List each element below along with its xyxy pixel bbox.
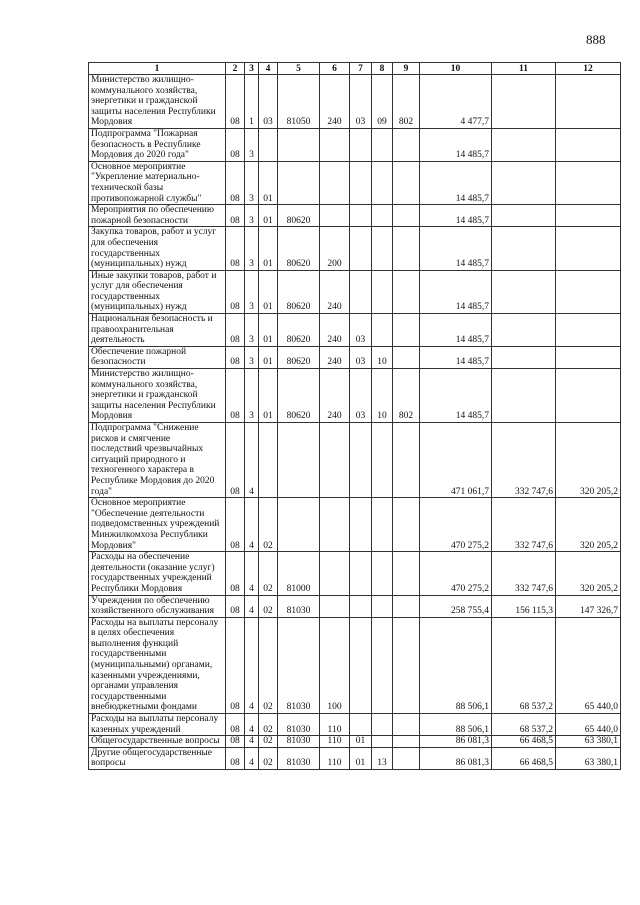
code-cell: 4: [245, 423, 259, 498]
code-cell: 08: [226, 736, 245, 748]
code-cell: [393, 714, 420, 736]
amount-cell: [492, 161, 556, 204]
code-cell: [393, 161, 420, 204]
budget-item-name: Другие общегосударственные вопросы: [89, 747, 226, 769]
code-cell: [278, 423, 320, 498]
table-row: [89, 346, 621, 368]
amount-cell: 88 506,1: [420, 714, 492, 736]
code-cell: [278, 161, 320, 204]
code-cell: 110: [320, 714, 350, 736]
budget-item-name: Национальная безопасность и правоохранительная деятельность: [89, 314, 226, 347]
code-cell: [320, 128, 350, 161]
code-cell: 3: [245, 227, 259, 270]
amount-cell: 88 506,1: [420, 617, 492, 713]
code-cell: 01: [259, 270, 278, 313]
code-cell: [393, 270, 420, 313]
budget-table: [88, 62, 621, 770]
code-cell: 4: [245, 552, 259, 595]
code-cell: [350, 423, 372, 498]
code-cell: 08: [226, 227, 245, 270]
budget-item-name: Закупка товаров, работ и услуг для обеспечения государственных (муниципальных) нужд: [89, 227, 226, 270]
amount-cell: 14 485,7: [420, 128, 492, 161]
amount-cell: [556, 369, 621, 423]
amount-cell: 470 275,2: [420, 498, 492, 552]
amount-cell: 14 485,7: [420, 161, 492, 204]
amount-cell: [492, 314, 556, 347]
code-cell: 100: [320, 617, 350, 713]
budget-item-name: Подпрограмма "Снижение рисков и смягчение последствий чрезвычайных ситуаций природного и техногенного характера в Республике Мордовия до 2020 года": [89, 423, 226, 498]
code-cell: 3: [245, 161, 259, 204]
amount-cell: 470 275,2: [420, 552, 492, 595]
code-cell: 08: [226, 128, 245, 161]
code-cell: 81030: [278, 736, 320, 748]
amount-cell: 332 747,6: [492, 552, 556, 595]
table-row: [89, 617, 621, 713]
column-header: 9: [393, 63, 420, 75]
amount-cell: 65 440,0: [556, 714, 621, 736]
code-cell: [393, 128, 420, 161]
code-cell: 80620: [278, 270, 320, 313]
code-cell: 80620: [278, 227, 320, 270]
table-row: [89, 747, 621, 769]
amount-cell: 14 485,7: [420, 270, 492, 313]
code-cell: [372, 736, 393, 748]
page-number: 888: [586, 32, 606, 47]
code-cell: 81030: [278, 714, 320, 736]
code-cell: 08: [226, 161, 245, 204]
code-cell: [372, 617, 393, 713]
code-cell: 01: [259, 346, 278, 368]
amount-cell: [556, 75, 621, 129]
code-cell: 03: [259, 75, 278, 129]
code-cell: 08: [226, 314, 245, 347]
code-cell: [350, 617, 372, 713]
code-cell: 80620: [278, 346, 320, 368]
table-row: [89, 423, 621, 498]
budget-item-name: Министерство жилищно-коммунального хозяйства, энергетики и гражданской защиты населения Республики Мордовия: [89, 75, 226, 129]
code-cell: [350, 227, 372, 270]
code-cell: [372, 595, 393, 617]
budget-item-name: Расходы на обеспечение деятельности (оказание услуг) государственных учреждений Республики Мордовия: [89, 552, 226, 595]
code-cell: [350, 498, 372, 552]
column-header: 4: [259, 63, 278, 75]
code-cell: [393, 552, 420, 595]
amount-cell: [556, 270, 621, 313]
code-cell: [350, 270, 372, 313]
code-cell: [350, 595, 372, 617]
amount-cell: 332 747,6: [492, 498, 556, 552]
code-cell: 3: [245, 346, 259, 368]
code-cell: 3: [245, 128, 259, 161]
budget-item-name: Подпрограмма "Пожарная безопасность в Республике Мордовия до 2020 года": [89, 128, 226, 161]
amount-cell: 14 485,7: [420, 227, 492, 270]
table-row: [89, 128, 621, 161]
amount-cell: 258 755,4: [420, 595, 492, 617]
code-cell: [372, 314, 393, 347]
code-cell: [393, 498, 420, 552]
amount-cell: 63 380,1: [556, 747, 621, 769]
amount-cell: [492, 227, 556, 270]
code-cell: 240: [320, 314, 350, 347]
amount-cell: [556, 128, 621, 161]
code-cell: 110: [320, 747, 350, 769]
table-header: [89, 63, 621, 75]
table-row: [89, 736, 621, 748]
code-cell: 08: [226, 270, 245, 313]
amount-cell: [492, 270, 556, 313]
code-cell: 81000: [278, 552, 320, 595]
code-cell: 4: [245, 617, 259, 713]
code-cell: [350, 714, 372, 736]
code-cell: [393, 747, 420, 769]
amount-cell: [492, 205, 556, 227]
code-cell: [278, 128, 320, 161]
budget-item-name: Учреждения по обеспечению хозяйственного обслуживания: [89, 595, 226, 617]
code-cell: [350, 128, 372, 161]
code-cell: [393, 314, 420, 347]
code-cell: 02: [259, 498, 278, 552]
code-cell: 240: [320, 346, 350, 368]
code-cell: [350, 205, 372, 227]
amount-cell: 320 205,2: [556, 498, 621, 552]
code-cell: 08: [226, 205, 245, 227]
code-cell: 08: [226, 369, 245, 423]
amount-cell: 14 485,7: [420, 205, 492, 227]
amount-cell: [492, 369, 556, 423]
code-cell: [278, 498, 320, 552]
column-header: 12: [556, 63, 621, 75]
amount-cell: 14 485,7: [420, 369, 492, 423]
table-row: [89, 498, 621, 552]
amount-cell: 66 468,5: [492, 736, 556, 748]
code-cell: 08: [226, 595, 245, 617]
column-header: 6: [320, 63, 350, 75]
code-cell: 08: [226, 423, 245, 498]
code-cell: 08: [226, 346, 245, 368]
code-cell: [372, 552, 393, 595]
column-header: 2: [226, 63, 245, 75]
amount-cell: 332 747,6: [492, 423, 556, 498]
code-cell: 08: [226, 552, 245, 595]
code-cell: 3: [245, 205, 259, 227]
code-cell: [372, 227, 393, 270]
table-row: [89, 161, 621, 204]
amount-cell: 14 485,7: [420, 346, 492, 368]
amount-cell: [556, 161, 621, 204]
code-cell: 03: [350, 314, 372, 347]
code-cell: [320, 205, 350, 227]
amount-cell: 471 061,7: [420, 423, 492, 498]
amount-cell: 320 205,2: [556, 423, 621, 498]
table-row: [89, 227, 621, 270]
amount-cell: [556, 314, 621, 347]
code-cell: 240: [320, 270, 350, 313]
budget-item-name: Расходы на выплаты персоналу казенных учреждений: [89, 714, 226, 736]
amount-cell: 65 440,0: [556, 617, 621, 713]
code-cell: 03: [350, 75, 372, 129]
amount-cell: [556, 227, 621, 270]
code-cell: [393, 595, 420, 617]
amount-cell: 4 477,7: [420, 75, 492, 129]
column-header: 5: [278, 63, 320, 75]
code-cell: [320, 161, 350, 204]
code-cell: [320, 552, 350, 595]
code-cell: 08: [226, 75, 245, 129]
amount-cell: 14 485,7: [420, 314, 492, 347]
code-cell: [320, 595, 350, 617]
code-cell: [393, 346, 420, 368]
code-cell: 4: [245, 498, 259, 552]
code-cell: [320, 498, 350, 552]
code-cell: 3: [245, 369, 259, 423]
table-row: [89, 714, 621, 736]
amount-cell: 68 537,2: [492, 617, 556, 713]
code-cell: 4: [245, 736, 259, 748]
code-cell: 01: [259, 161, 278, 204]
code-cell: 81030: [278, 595, 320, 617]
code-cell: [259, 128, 278, 161]
budget-item-name: Расходы на выплаты персоналу в целях обеспечения выполнения функций государственными (муниципальными) органами, казенными учреждениями, органами управления государственными внебюджетными фондами: [89, 617, 226, 713]
code-cell: 01: [259, 205, 278, 227]
code-cell: [372, 128, 393, 161]
code-cell: [372, 498, 393, 552]
code-cell: [393, 736, 420, 748]
code-cell: [320, 423, 350, 498]
amount-cell: 156 115,3: [492, 595, 556, 617]
code-cell: [372, 270, 393, 313]
table-body: [89, 75, 621, 770]
budget-item-name: Мероприятия по обеспечению пожарной безопасности: [89, 205, 226, 227]
code-cell: 09: [372, 75, 393, 129]
code-cell: 01: [259, 227, 278, 270]
column-header: 1: [89, 63, 226, 75]
amount-cell: 86 081,3: [420, 747, 492, 769]
code-cell: 3: [245, 314, 259, 347]
code-cell: [372, 714, 393, 736]
code-cell: [372, 205, 393, 227]
code-cell: [372, 161, 393, 204]
amount-cell: [556, 205, 621, 227]
column-header: 3: [245, 63, 259, 75]
code-cell: 01: [350, 736, 372, 748]
table-row: [89, 205, 621, 227]
code-cell: 1: [245, 75, 259, 129]
table-row: [89, 595, 621, 617]
code-cell: [350, 552, 372, 595]
code-cell: 08: [226, 498, 245, 552]
code-cell: 80620: [278, 205, 320, 227]
amount-cell: [492, 75, 556, 129]
code-cell: 02: [259, 714, 278, 736]
amount-cell: 320 205,2: [556, 552, 621, 595]
code-cell: [393, 617, 420, 713]
code-cell: 03: [350, 346, 372, 368]
budget-item-name: Министерство жилищно-коммунального хозяйства, энергетики и гражданской защиты населения Республики Мордовия: [89, 369, 226, 423]
code-cell: 802: [393, 369, 420, 423]
code-cell: 13: [372, 747, 393, 769]
code-cell: 10: [372, 369, 393, 423]
amount-cell: [556, 346, 621, 368]
code-cell: 02: [259, 617, 278, 713]
budget-item-name: Основное мероприятие "Укрепление материально-технической базы противопожарной службы": [89, 161, 226, 204]
code-cell: [393, 205, 420, 227]
code-cell: 80620: [278, 314, 320, 347]
code-cell: 08: [226, 617, 245, 713]
amount-cell: [492, 346, 556, 368]
code-cell: 03: [350, 369, 372, 423]
amount-cell: 63 380,1: [556, 736, 621, 748]
code-cell: 240: [320, 75, 350, 129]
code-cell: 01: [259, 369, 278, 423]
amount-cell: 86 081,3: [420, 736, 492, 748]
code-cell: 81030: [278, 617, 320, 713]
code-cell: [372, 423, 393, 498]
code-cell: 4: [245, 714, 259, 736]
code-cell: 81030: [278, 747, 320, 769]
code-cell: 10: [372, 346, 393, 368]
code-cell: 01: [259, 314, 278, 347]
budget-item-name: Общегосударственные вопросы: [89, 736, 226, 748]
code-cell: 02: [259, 736, 278, 748]
table-row: [89, 270, 621, 313]
code-cell: 110: [320, 736, 350, 748]
code-cell: 02: [259, 747, 278, 769]
table-row: [89, 314, 621, 347]
column-header: 8: [372, 63, 393, 75]
amount-cell: [492, 128, 556, 161]
column-header: 7: [350, 63, 372, 75]
table-row: [89, 552, 621, 595]
code-cell: 3: [245, 270, 259, 313]
amount-cell: 66 468,5: [492, 747, 556, 769]
budget-item-name: Обеспечение пожарной безопасности: [89, 346, 226, 368]
amount-cell: 68 537,2: [492, 714, 556, 736]
code-cell: 4: [245, 747, 259, 769]
table-row: [89, 369, 621, 423]
code-cell: [350, 161, 372, 204]
column-header: 10: [420, 63, 492, 75]
code-cell: 240: [320, 369, 350, 423]
table-row: [89, 75, 621, 129]
code-cell: [259, 423, 278, 498]
code-cell: [393, 423, 420, 498]
code-cell: 08: [226, 747, 245, 769]
budget-item-name: Основное мероприятие "Обеспечение деятельности подведомственных учреждений Минжилкомхоза Республики Мордовия": [89, 498, 226, 552]
code-cell: 02: [259, 552, 278, 595]
column-header: 11: [492, 63, 556, 75]
code-cell: 02: [259, 595, 278, 617]
code-cell: 08: [226, 714, 245, 736]
budget-item-name: Иные закупки товаров, работ и услуг для обеспечения государственных (муниципальных) нужд: [89, 270, 226, 313]
header-row: [89, 63, 621, 75]
code-cell: 4: [245, 595, 259, 617]
code-cell: [393, 227, 420, 270]
code-cell: 01: [350, 747, 372, 769]
code-cell: 80620: [278, 369, 320, 423]
code-cell: 81050: [278, 75, 320, 129]
code-cell: 802: [393, 75, 420, 129]
amount-cell: 147 326,7: [556, 595, 621, 617]
code-cell: 200: [320, 227, 350, 270]
